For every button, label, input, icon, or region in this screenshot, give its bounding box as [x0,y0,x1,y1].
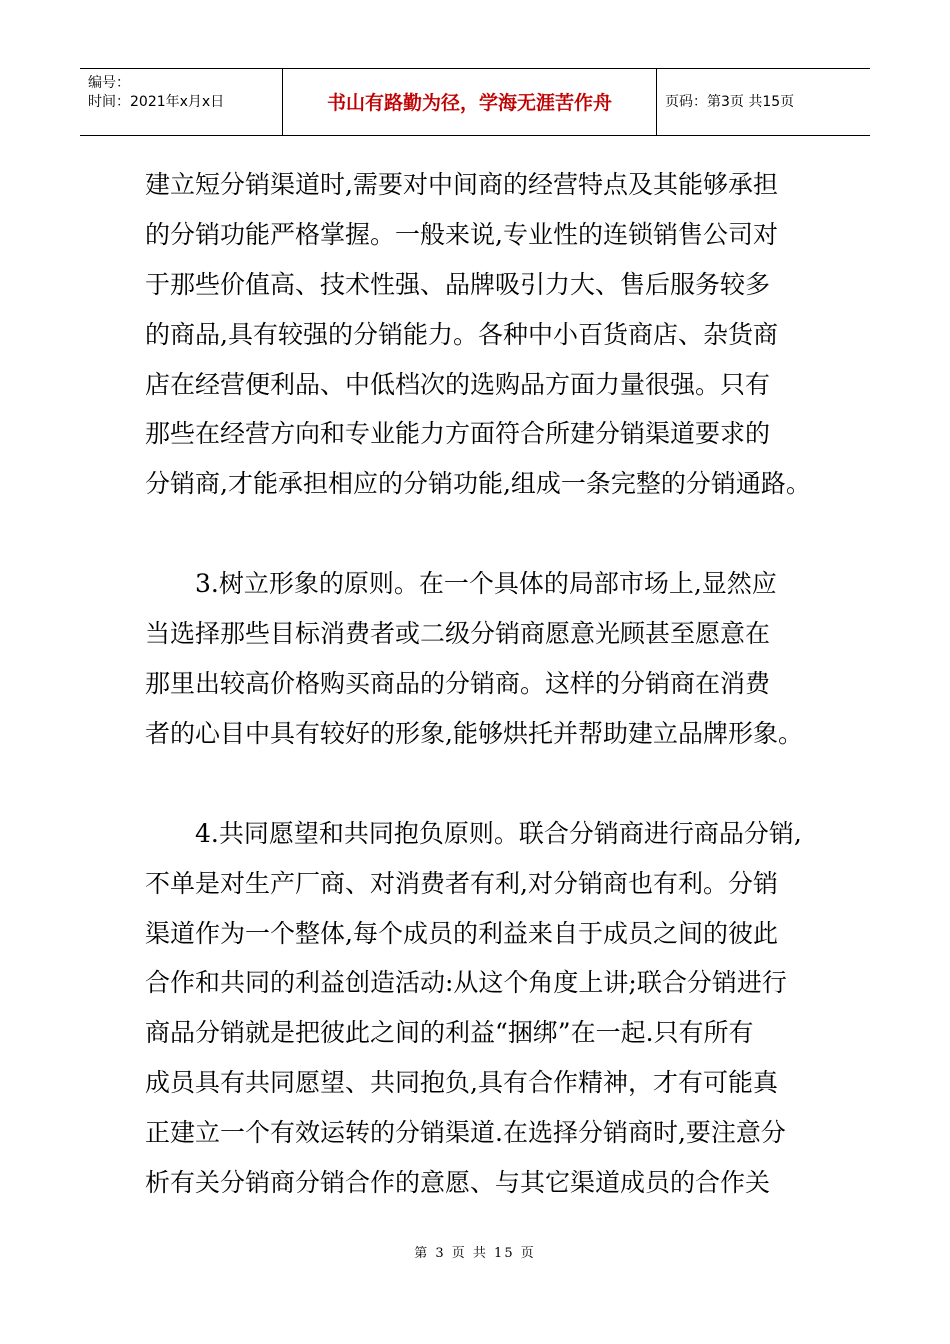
text-line: 不单是对生产厂商、对消费者有利,对分销商也有利。分销 [145,868,778,898]
page-footer: 第 3 页 共 15 页 [414,1246,536,1261]
text-line: 当选择那些目标消费者或二级分销商愿意光顾甚至愿意在 [145,619,771,649]
text-line: 那些在经营方向和专业能力方面符合所建分销渠道要求的 [145,419,771,449]
text-line: 的分销功能严格掌握。一般来说,专业性的连锁销售公司对 [145,219,778,249]
header-page-cell [657,69,870,135]
text-line: 析有关分销商分销合作的意愿、与其它渠道成员的合作关 [145,1168,771,1198]
text-line: 店在经营便利品、中低档次的选购品方面力量很强。只有 [145,369,771,399]
header-page-info: 页码：第3页 共15页 [665,94,795,110]
text-line: 于那些价值高、技术性强、品牌吸引力大、售后服务较多 [145,269,771,299]
document-time: 时间：2021年x月x日 [88,94,225,110]
text-line: 3.树立形象的原则。在一个具体的局部市场上,显然应 [195,569,777,599]
document-body [145,160,815,1208]
header-motto: 书山有路勤为径，学海无涯苦作舟 [326,92,612,114]
paragraph-2 [145,559,815,759]
text-line: 建立短分销渠道时,需要对中间商的经营特点及其能够承担 [145,170,778,199]
text-line: 正建立一个有效运转的分销渠道.在选择分销商时,要注意分 [145,1118,786,1148]
document-header [80,68,870,136]
text-line: 4.共同愿望和共同抱负原则。联合分销商进行商品分销, [195,818,802,848]
text-line: 渠道作为一个整体,每个成员的利益来自于成员之间的彼此 [145,918,778,948]
text-line: 者的心目中具有较好的形象,能够烘托并帮助建立品牌形象。 [145,718,803,748]
text-line: 的商品,具有较强的分销能力。各种中小百货商店、杂货商 [145,319,778,349]
text-line: 商品分销就是把彼此之间的利益“捆绑”在一起.只有所有 [145,1018,754,1048]
header-motto-cell [283,69,657,135]
document-number-label: 编号： [88,75,130,91]
paragraph-3 [145,809,815,1208]
paragraph-1 [145,160,815,509]
text-line: 那里出较高价格购买商品的分销商。这样的分销商在消费 [145,669,771,699]
text-line: 成员具有共同愿望、共同抱负,具有合作精神，才有可能真 [145,1068,778,1098]
text-line: 分销商,才能承担相应的分销功能,组成一条完整的分销通路。 [145,469,811,499]
header-meta-cell [80,69,283,135]
text-line: 合作和共同的利益创造活动:从这个角度上讲;联合分销进行 [145,968,787,998]
